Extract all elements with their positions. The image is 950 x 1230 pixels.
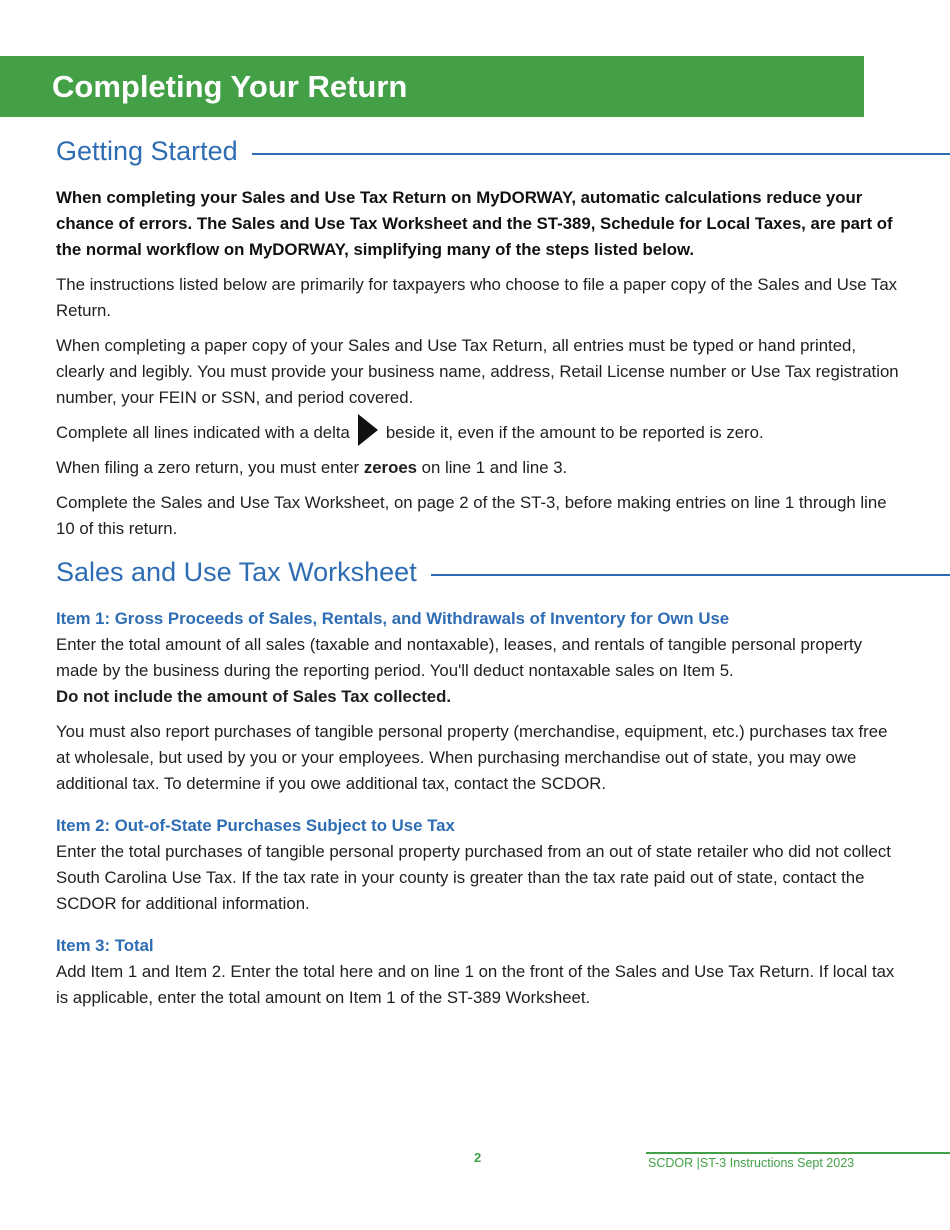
zero-return-text-end: on line 1 and line 3. [416, 458, 568, 477]
section-divider [252, 153, 950, 155]
footer-divider [646, 1152, 950, 1154]
worksheet-heading: Sales and Use Tax Worksheet [56, 557, 417, 587]
item3-text: Add Item 1 and Item 2. Enter the total here and on line 1 on the front of the Sales and Use Tax Return. If local tax is applicable, enter the total amount on Item 1 of the ST-389 Worksheet. [56, 962, 895, 1007]
delta-paragraph [56, 420, 901, 446]
footer-text: SCDOR |ST-3 Instructions Sept 2023 [648, 1156, 855, 1170]
getting-started-heading: Getting Started [56, 136, 238, 166]
getting-started-body [56, 185, 901, 551]
item1-bold-note: Do not include the amount of Sales Tax collected. [56, 687, 452, 706]
page-title: Completing Your Return [52, 68, 408, 104]
delta-text-before: Complete all lines indicated with a delta [56, 423, 350, 442]
worksheet-first-paragraph: Complete the Sales and Use Tax Worksheet, on page 2 of the ST-3, before making entries on line 1 through line 10 of this return. [56, 493, 887, 538]
item2-title: Item 2: Out-of-State Purchases Subject to Use Tax [56, 816, 455, 835]
delta-icon [358, 414, 378, 446]
paper-copy-paragraph: The instructions listed below are primarily for taxpayers who choose to file a paper copy of the Sales and Use Tax Return. [56, 275, 898, 320]
item3-title: Item 3: Total [56, 936, 154, 955]
entries-paragraph: When completing a paper copy of your Sales and Use Tax Return, all entries must be typed or hand printed, clearly and legibly. You must provide your business name, address, Retail License number or Use Tax registration number, your FEIN or SSN, and period covered. [56, 336, 899, 407]
worksheet-header [56, 557, 950, 588]
delta-text-after: beside it, even if the amount to be reported is zero. [385, 423, 764, 442]
item1-title: Item 1: Gross Proceeds of Sales, Rentals, and Withdrawals of Inventory for Own Use [56, 609, 730, 628]
intro-lead-paragraph: When completing your Sales and Use Tax Return on MyDORWAY, automatic calculations reduce your chance of errors. The Sales and Use Tax Worksheet and the ST-389, Schedule for Local Taxes, are part of the normal workflow on MyDORWAY, simplifying many of the steps listed below. [56, 188, 893, 259]
zero-return-paragraph [56, 455, 901, 481]
zero-return-text: When filing a zero return, you must enter [56, 458, 364, 477]
page-banner [0, 56, 864, 117]
item1-text2: You must also report purchases of tangible personal property (merchandise, equipment, etc.) purchases tax free at wholesale, but used by you or your employees. When purchasing merchandise out of state, you may owe additional tax. To determine if you owe additional tax, contact the SCDOR. [56, 722, 888, 793]
item2-text: Enter the total purchases of tangible personal property purchased from an out of state retailer who did not collect South Carolina Use Tax. If the tax rate in your county is greater than the tax rate paid out of state, contact the SCDOR for additional information. [56, 842, 891, 913]
getting-started-header [56, 136, 950, 167]
item1-text: Enter the total amount of all sales (taxable and nontaxable), leases, and rentals of tangible personal property made by the business during the reporting period. You'll deduct nontaxable sales on Item 5. [56, 635, 862, 680]
page-number: 2 [474, 1150, 482, 1165]
zeroes-emphasis: zeroes [363, 458, 417, 477]
section-divider [431, 574, 950, 576]
worksheet-body [56, 606, 901, 1020]
